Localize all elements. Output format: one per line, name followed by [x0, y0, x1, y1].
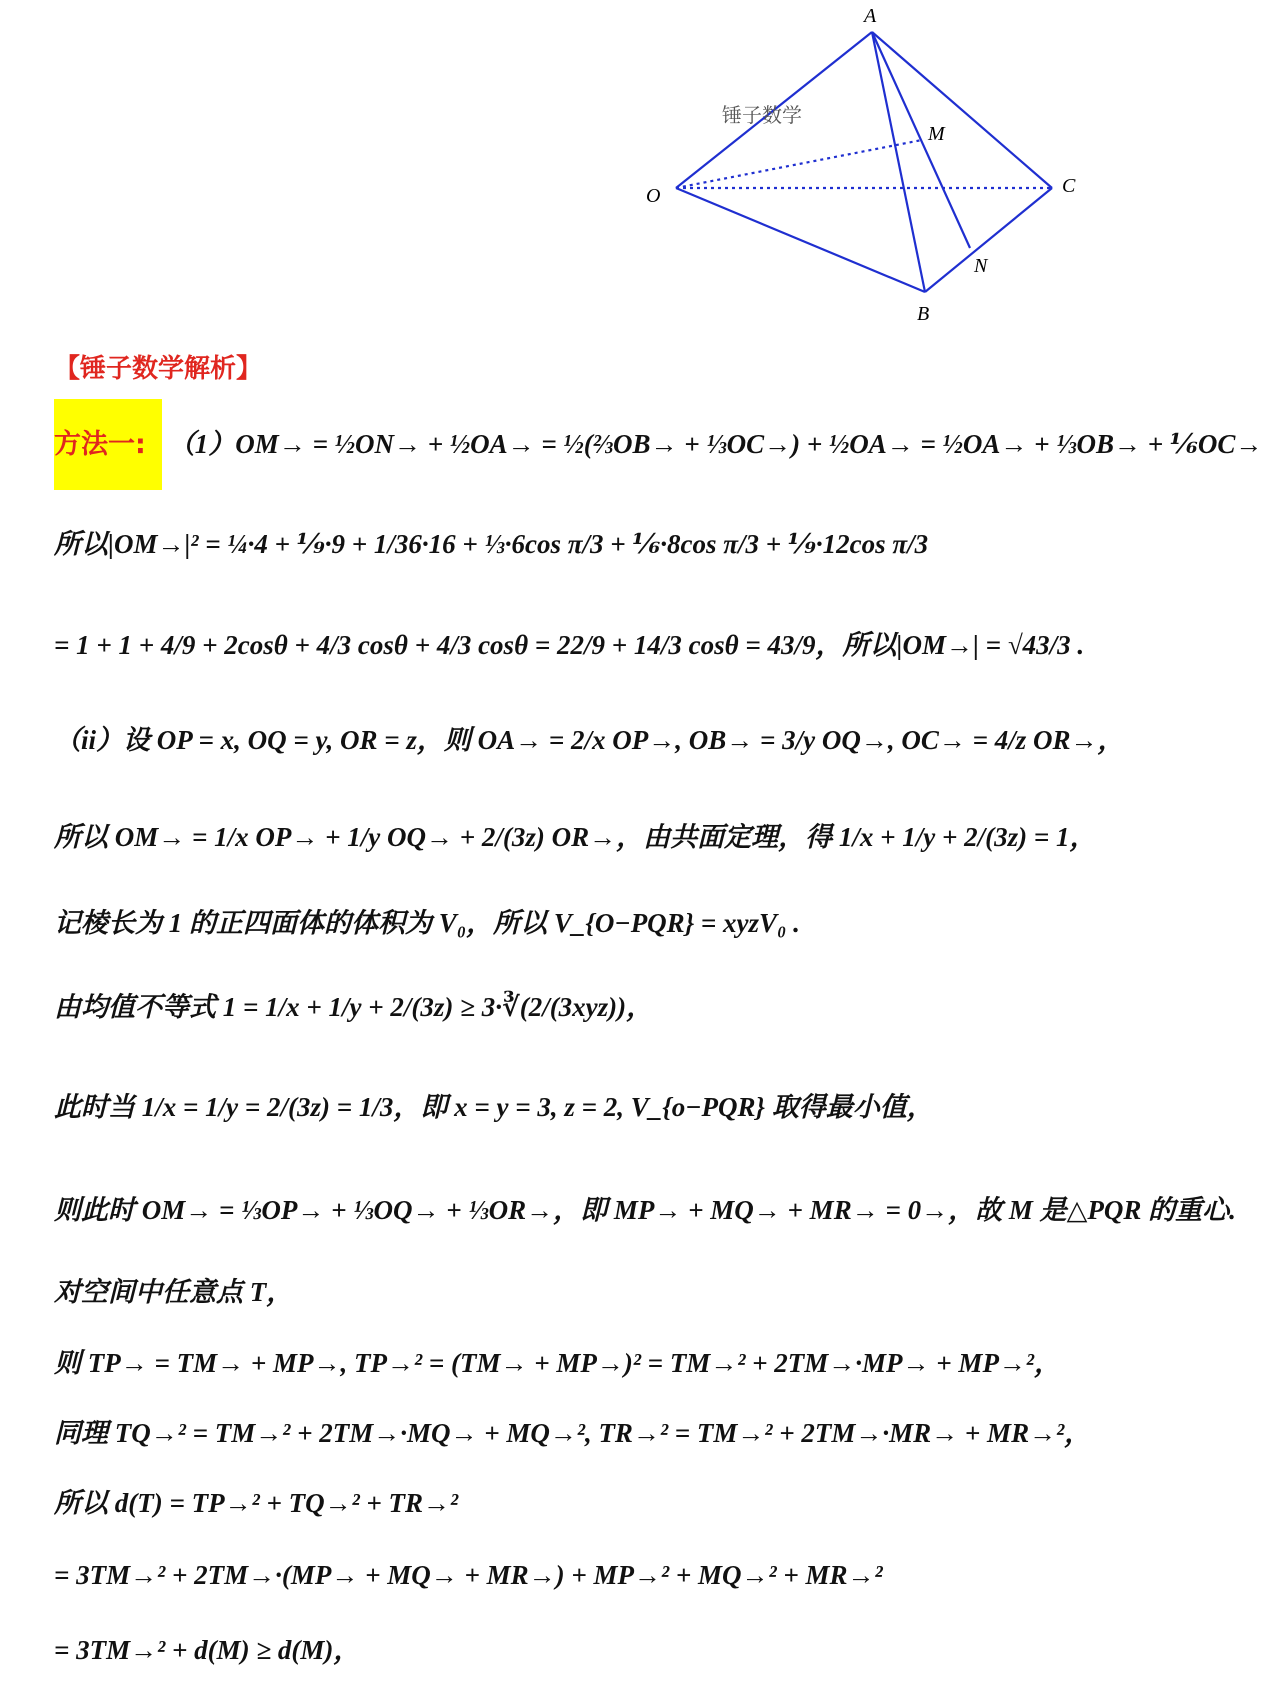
line-5: 所以 OM→ = 1/x OP→ + 1/y OQ→ + 2/(3z) OR→，由共面定理，得 1/x + 1/y + 2/(3z) = 1，: [54, 822, 1097, 852]
method-label: 方法一:: [54, 399, 162, 490]
edge-OM-hidden: [676, 140, 922, 188]
label-C: C: [1062, 175, 1076, 197]
tetrahedron-figure: [0, 0, 1080, 340]
line-13: 所以 d(T) = TP→² + TQ→² + TR→²: [54, 1488, 459, 1518]
line-15: = 3TM→² + d(M) ≥ d(M)，: [54, 1635, 361, 1665]
label-N: N: [974, 255, 988, 277]
label-B: B: [917, 303, 930, 325]
line-7: 由均值不等式 1 = 1/x + 1/y + 2/(3z) ≥ 3·∛(2/(3xyz))，: [54, 992, 654, 1022]
line-1: [54, 427, 1262, 462]
line-4: （ii）设 OP = x, OQ = y, OR = z，则 OA→ = 2/x OP→, OB→ = 3/y OQ→, OC→ = 4/z OR→，: [54, 725, 1125, 755]
line-8: 此时当 1/x = 1/y = 2/(3z) = 1/3，即 x = y = 3, z = 2, V_{o−PQR} 取得最小值，: [54, 1092, 934, 1122]
edge-AN: [872, 32, 970, 248]
line-6: 记棱长为 1 的正四面体的体积为 V₀，所以 V_{O−PQR} = xyzV₀ .: [54, 908, 800, 938]
line-2: 所以|OM→|² = ¼·4 + ⅑·9 + 1/36·16 + ⅓·6cos π/3 + ⅙·8cos π/3 + ⅑·12cos π/3: [54, 529, 929, 559]
line-10: 对空间中任意点 T，: [54, 1277, 294, 1307]
edge-OB: [676, 188, 925, 292]
line-11: 则 TP→ = TM→ + MP→, TP→² = (TM→ + MP→)² = TM→² + 2TM→·MP→ + MP→²，: [54, 1348, 1062, 1378]
label-O: O: [646, 185, 661, 207]
edge-BC: [925, 188, 1052, 292]
label-A: A: [864, 5, 877, 27]
equation-om-decomposition: （1）OM→ = ½ON→ + ½OA→ = ½(⅔OB→ + ⅓OC→) + ½OA→ = ½OA→ + ⅓OB→ + ⅙OC→: [167, 429, 1262, 459]
watermark: 锤子数学: [722, 103, 802, 127]
line-9: 则此时 OM→ = ⅓OP→ + ⅓OQ→ + ⅓OR→，即 MP→ + MQ→ + MR→ = 0→，故 M 是△PQR 的重心.: [54, 1195, 1236, 1225]
analysis-heading: 【锤子数学解析】: [54, 354, 263, 384]
line-14: = 3TM→² + 2TM→·(MP→ + MQ→ + MR→) + MP→² + MQ→² + MR→²: [54, 1560, 883, 1590]
line-12: 同理 TQ→² = TM→² + 2TM→·MQ→ + MQ→², TR→² = TM→² + 2TM→·MR→ + MR→²，: [54, 1418, 1092, 1448]
line-3: = 1 + 1 + 4/9 + 2cosθ + 4/3 cosθ + 4/3 cosθ = 22/9 + 14/3 cosθ = 43/9，所以|OM→| = √43/3 .: [54, 630, 1085, 660]
label-M: M: [928, 123, 945, 145]
